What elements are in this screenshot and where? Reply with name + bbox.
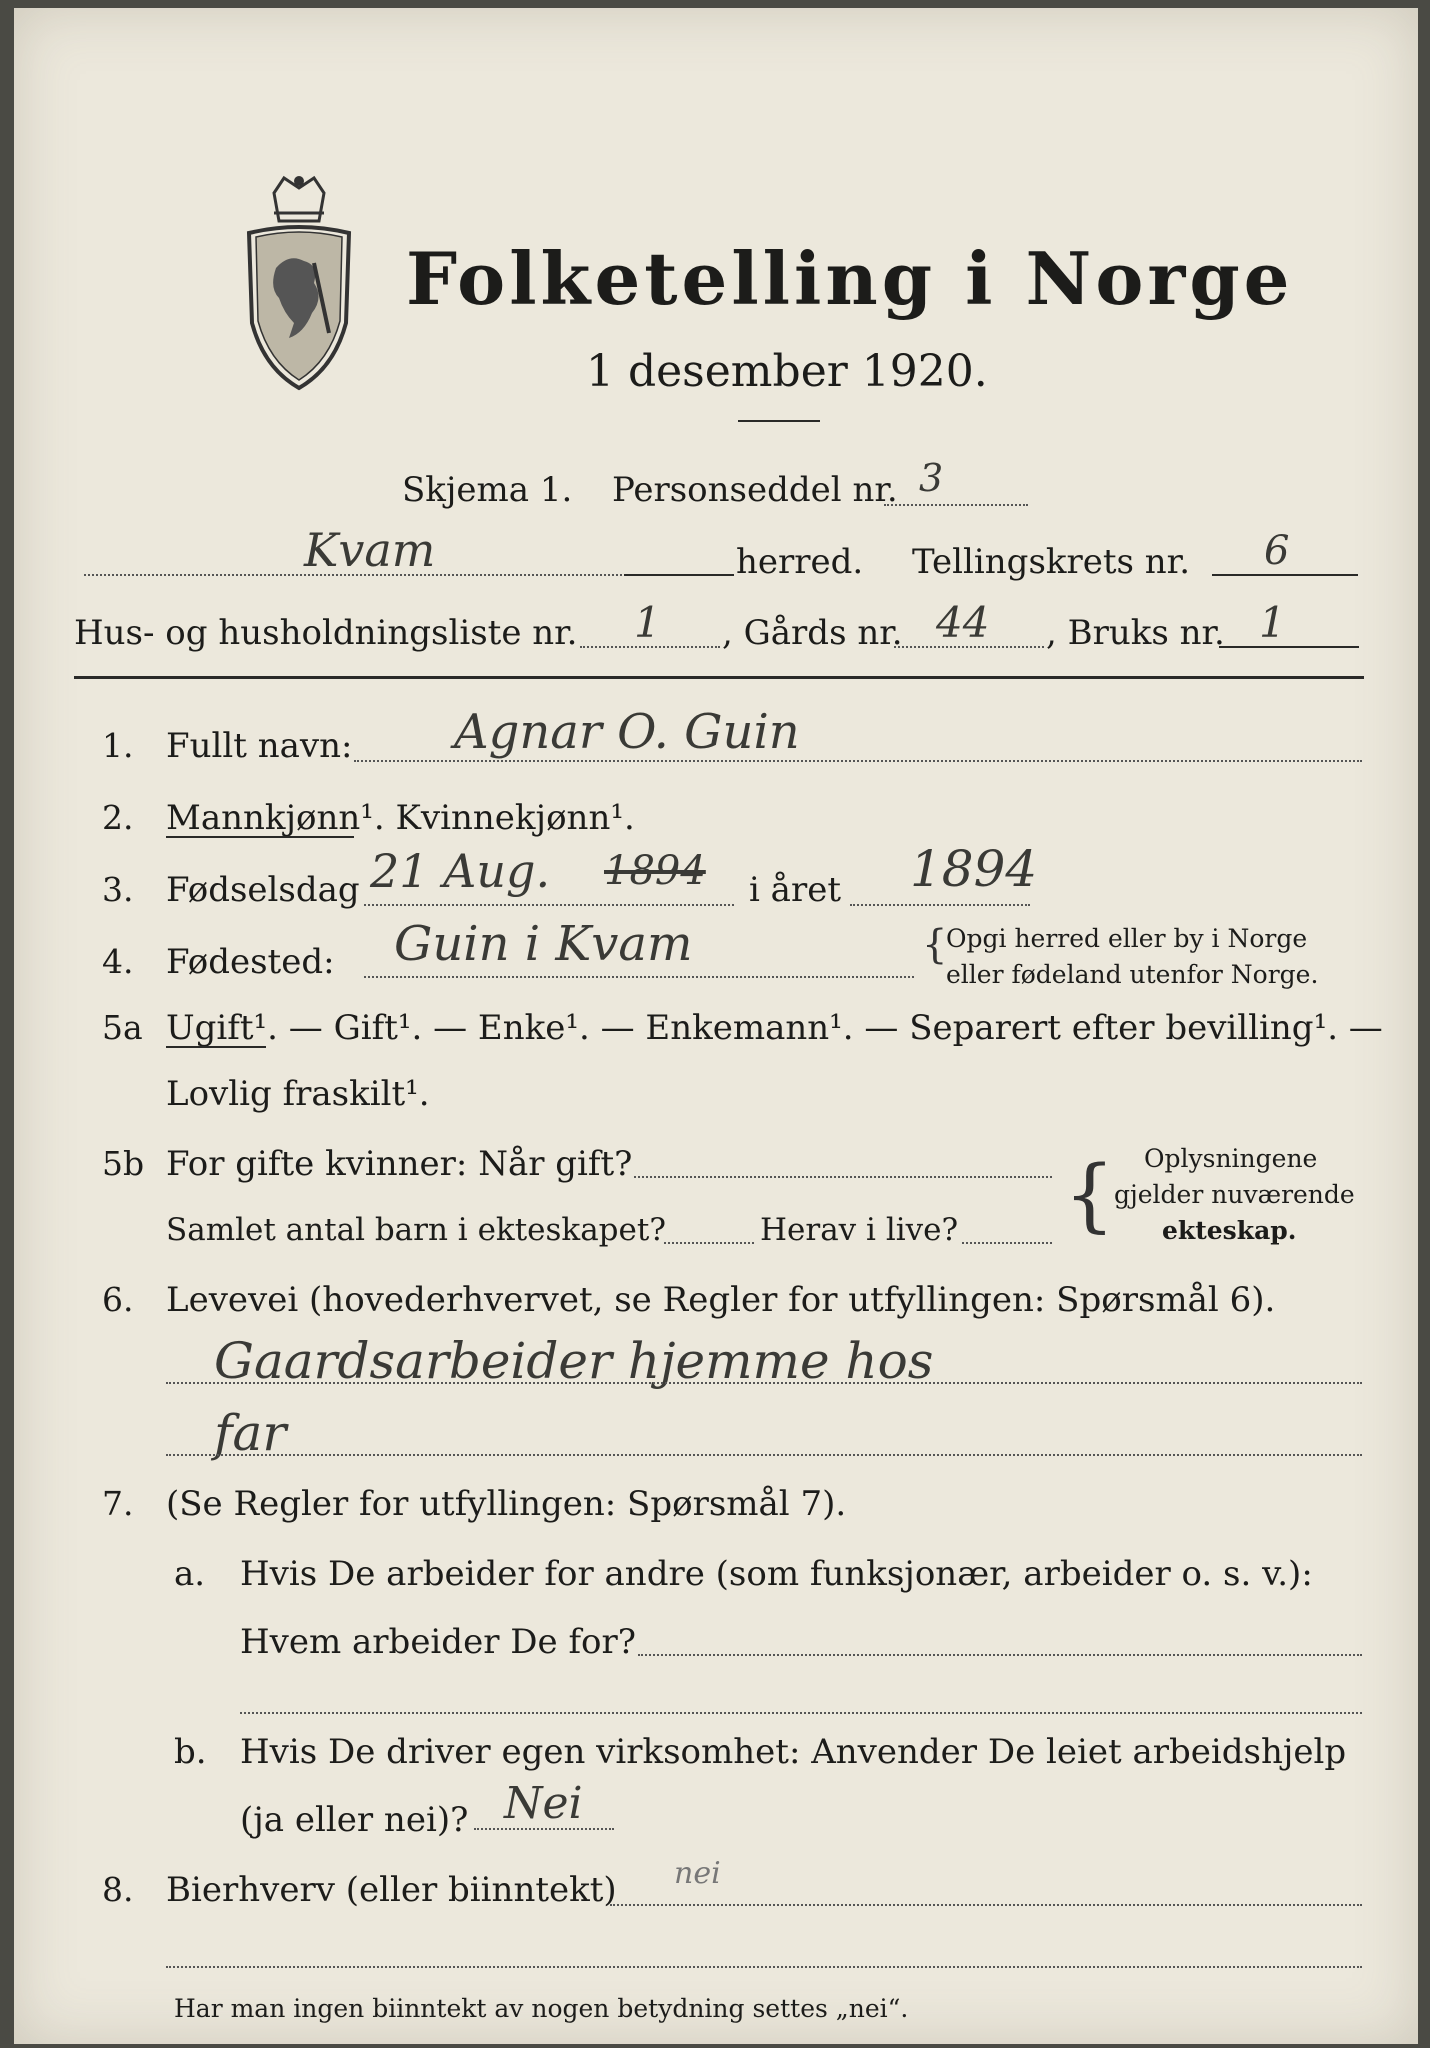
side-income-value[interactable]: nei — [674, 1856, 721, 1891]
birthday-value[interactable]: 21 Aug. — [370, 844, 551, 898]
hus-value[interactable]: 1 — [634, 598, 661, 647]
employer-field[interactable] — [638, 1654, 1362, 1656]
q7b-line1: Hvis De driver egen virksomhet: Anvender De leiet arbeidshjelp — [240, 1732, 1347, 1772]
q7b-line2: (ja eller nei)? — [240, 1800, 469, 1840]
gender-underline — [166, 836, 354, 838]
tellingskrets-value[interactable]: 6 — [1264, 528, 1290, 574]
census-date: 1 desember 1920. — [586, 346, 988, 397]
occupation-value-2[interactable]: far — [214, 1404, 287, 1462]
herred-value[interactable]: Kvam — [304, 523, 436, 577]
struck-year: 1894 — [604, 848, 706, 894]
hus-label: Hus- og husholdningsliste nr. — [74, 613, 578, 653]
personseddel-label: Personseddel nr. — [612, 470, 898, 510]
q1-label: Fullt navn: — [166, 726, 353, 766]
birth-year-value[interactable]: 1894 — [910, 840, 1038, 898]
bruks-label: , Bruks nr. — [1046, 613, 1225, 653]
q5b-children-label: Samlet antal barn i ekteskapet? — [166, 1212, 666, 1248]
herred-label: herred. — [736, 542, 864, 582]
q6-label: Levevei (hovederhvervet, se Regler for utfyllingen: Spørsmål 6). — [166, 1280, 1276, 1320]
tellingskrets-label: Tellingskrets nr. — [912, 542, 1191, 582]
title-divider — [738, 420, 820, 422]
form-title: Folketelling i Norge — [406, 236, 1294, 321]
marital-underline — [166, 1046, 266, 1048]
marriage-note-3: ekteskap. — [1162, 1216, 1297, 1245]
birthplace-note-1: Opgi herred eller by i Norge — [946, 924, 1308, 953]
q5b-line1: For gifte kvinner: Når gift? — [166, 1144, 633, 1184]
birthplace-value[interactable]: Guin i Kvam — [394, 916, 693, 972]
q7-label: (Se Regler for utfyllingen: Spørsmål 7). — [166, 1484, 847, 1524]
full-name-value[interactable]: Agnar O. Guin — [454, 704, 800, 760]
footer-note: Har man ingen biinntekt av nogen betydning settes „nei“. — [174, 1994, 909, 2023]
census-form-page: Folketelling i Norge 1 desember 1920. Skjema 1. Personseddel nr. 3 Kvam herred. Tellingskrets nr. 6 Hus- og husholdningsliste nr. 1 , Gårds nr. 44 , Bruks nr. 1 1. Fullt navn: Agnar O. Guin 2. Mannkjønn¹. Kvinnekjønn¹. 3. Fødselsdag 21 Aug. 1894 i året 1894 4. Fødested: Guin i Kvam { Opgi herred eller by i Norge eller fødeland utenfor Norge. 5a Ugift¹. — Gift¹. — Enke¹. — Enkemann¹. — Separert efter bevilling¹. — Lovlig fraskilt¹. 5b For gifte kvinner: Når gift? Samlet antal barn i ekteskapet? Herav i live? { Oplysningene gjelder nuværende ekteskap. 6. Levevei (hovederhvervet, se Regler for utfyllingen: Spørsmål 6). Gaardsarbeider hjemme hos far 7. (Se Regler for utfyllingen: Spørsmål 7). a. Hvis De arbeider for andre (som funksjonær, arbeider o. s. v.): Hvem arbeider De for? b. Hvis De driver egen virksomhet: Anvender De leiet arbeidshjelp (ja eller nei)? Nei 8. Bierhverv (eller biinntekt) nei Har man ingen biinntekt av nogen betydning settes „nei“. — [14, 8, 1418, 2044]
marriage-note-1: Oplysningene — [1144, 1144, 1318, 1173]
coat-of-arms-icon — [234, 173, 364, 393]
q8-label: Bierhverv (eller biinntekt) — [166, 1870, 617, 1910]
q5b-alive-label: Herav i live? — [760, 1212, 959, 1248]
year-label: i året — [749, 870, 841, 910]
q3-label: Fødselsdag — [166, 870, 360, 910]
bruks-value[interactable]: 1 — [1259, 598, 1286, 647]
occupation-value-1[interactable]: Gaardsarbeider hjemme hos — [214, 1332, 934, 1390]
hired-help-value[interactable]: Nei — [504, 1778, 583, 1829]
gards-value[interactable]: 44 — [936, 598, 990, 647]
marital-status-divorced[interactable]: Lovlig fraskilt¹. — [166, 1074, 430, 1114]
q7a-line1: Hvis De arbeider for andre (som funksjonær, arbeider o. s. v.): — [240, 1554, 1313, 1594]
marital-status-options[interactable]: Ugift¹. — Gift¹. — Enke¹. — Enkemann¹. — Separert efter bevilling¹. — — [166, 1008, 1383, 1048]
gards-label: , Gårds nr. — [722, 613, 903, 653]
q7a-line2: Hvem arbeider De for? — [240, 1622, 636, 1662]
personseddel-value[interactable]: 3 — [919, 456, 944, 500]
schema-label: Skjema 1. — [402, 470, 573, 510]
header-divider — [74, 676, 1364, 679]
gender-options[interactable]: Mannkjønn¹. Kvinnekjønn¹. — [166, 798, 635, 838]
q4-label: Fødested: — [166, 942, 335, 982]
marriage-note-2: gjelder nuværende — [1114, 1180, 1355, 1209]
birthplace-note-2: eller fødeland utenfor Norge. — [946, 960, 1319, 989]
